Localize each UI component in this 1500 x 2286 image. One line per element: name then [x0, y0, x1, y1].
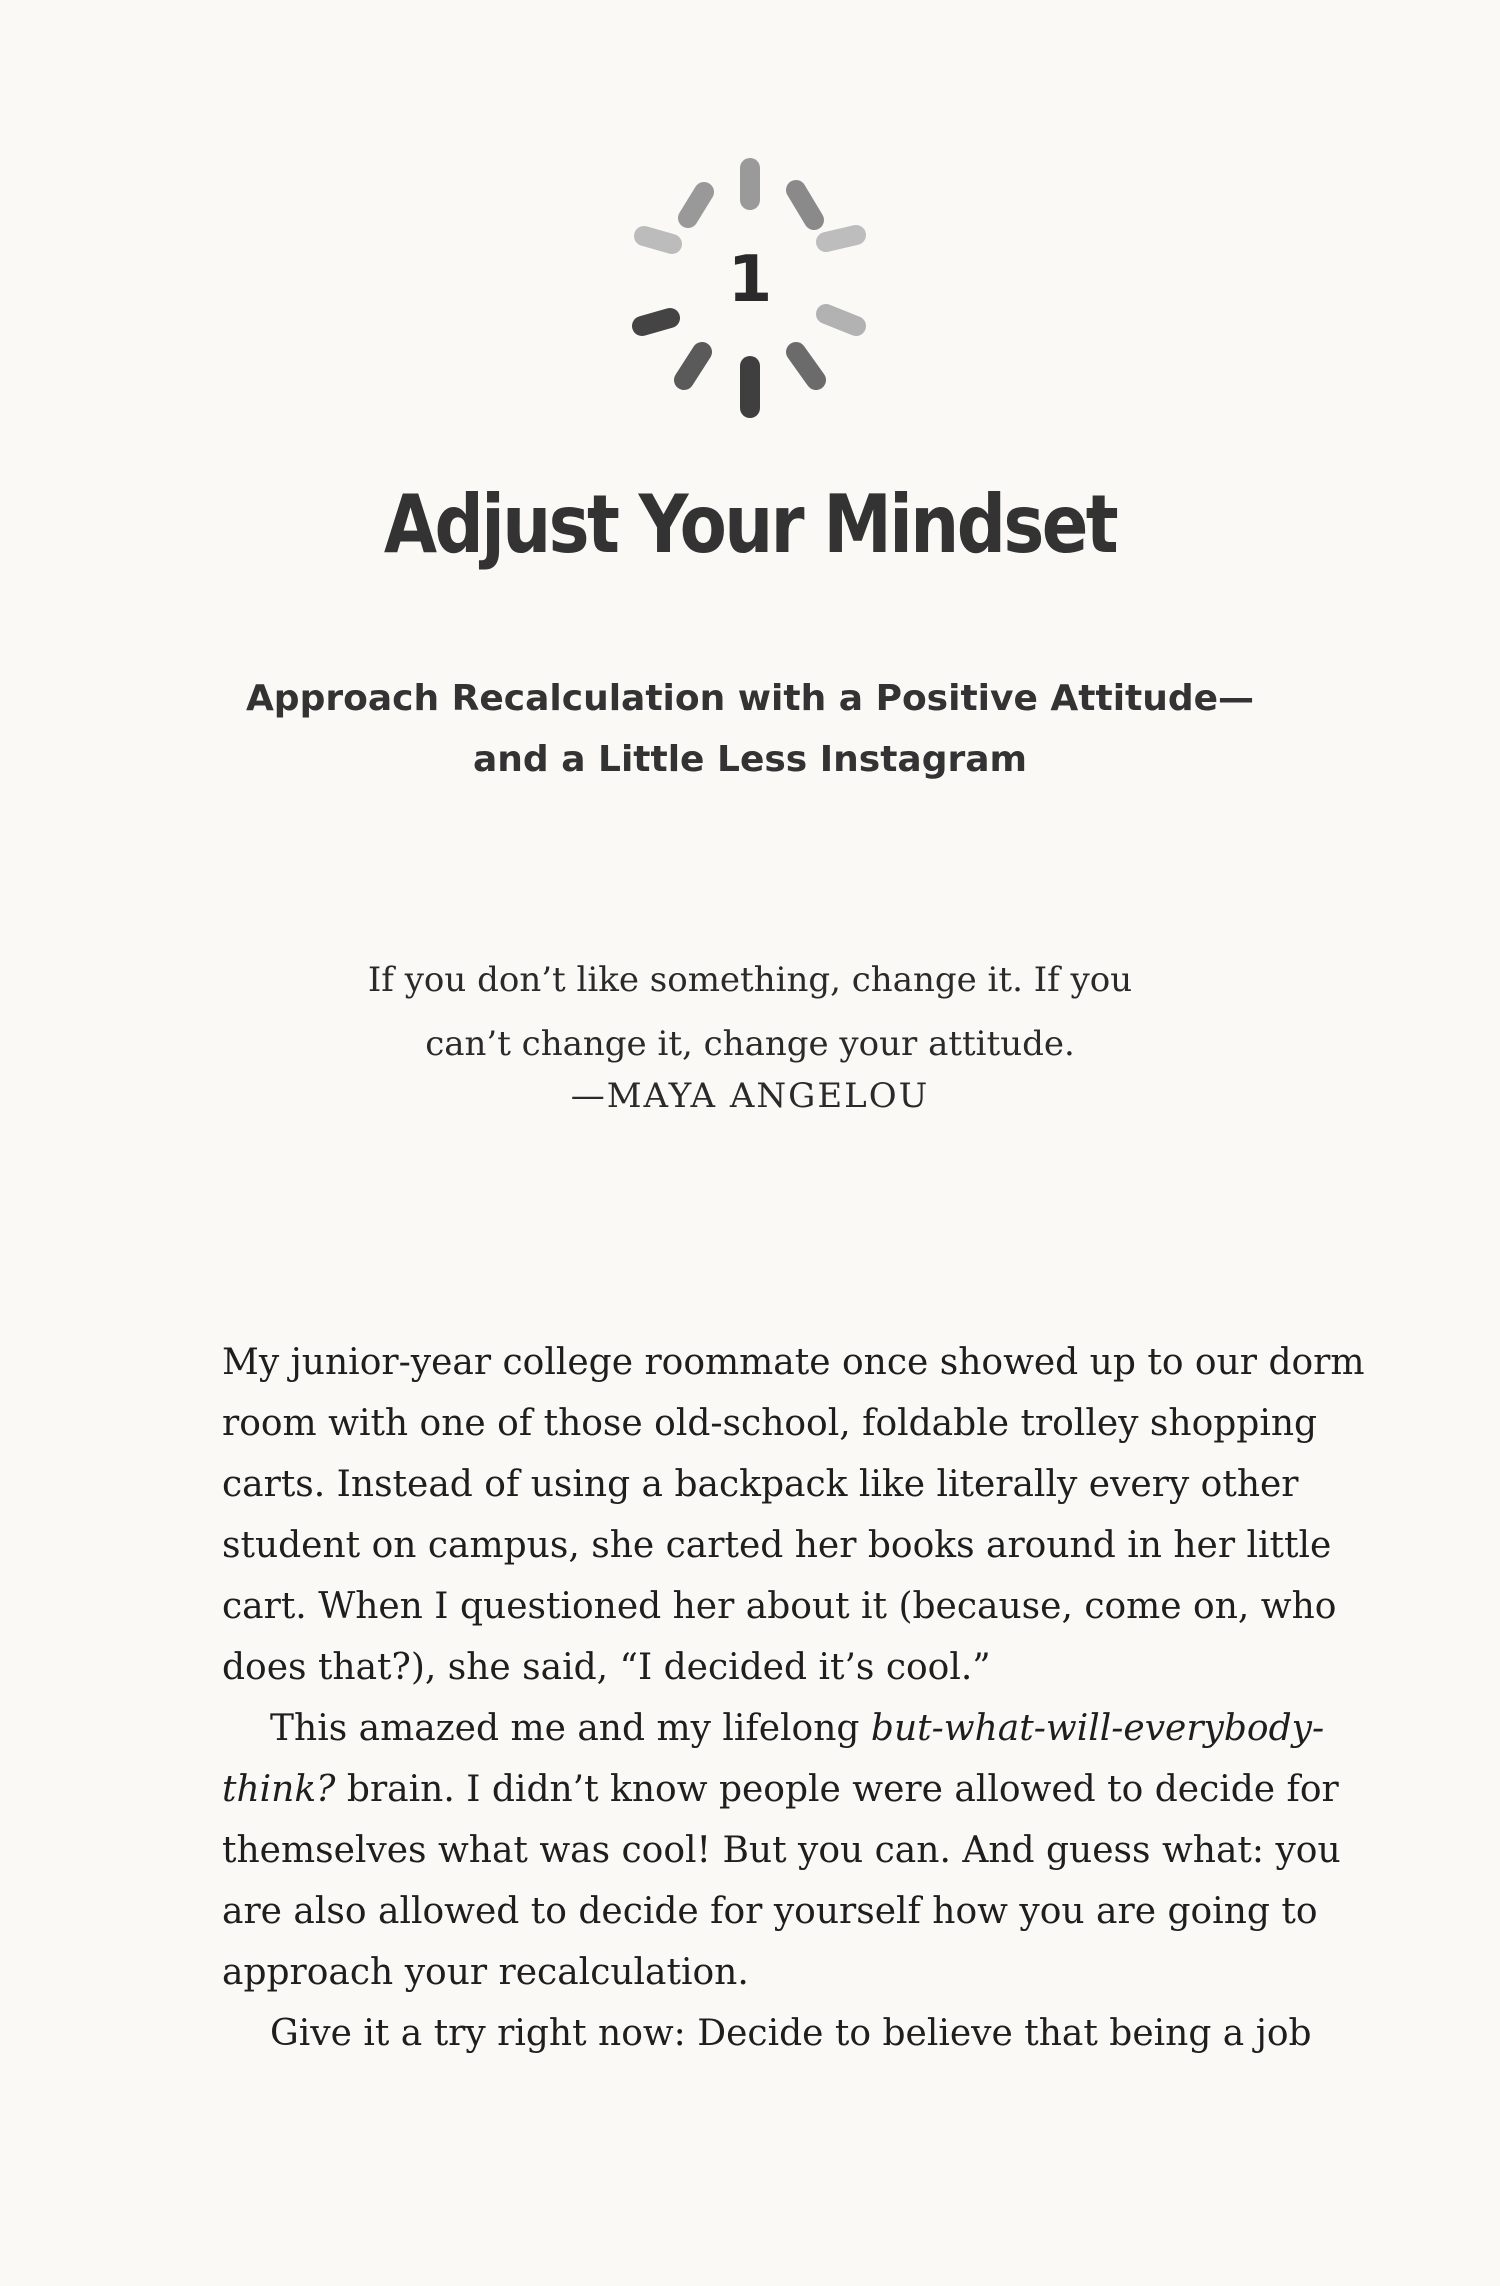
- text-line: does that?), she said, “I decided it’s cool.”: [222, 1647, 991, 1688]
- epigraph: [250, 948, 1250, 1128]
- chapter-title: Adjust Your Mindset: [383, 478, 1117, 571]
- text-line: cart. When I questioned her about it (because, come on, who: [222, 1586, 1337, 1627]
- text-line: approach your recalculation.: [222, 1952, 749, 1993]
- text-line: carts. Instead of using a backpack like literally every other: [222, 1464, 1299, 1505]
- text-run: This amazed me and my lifelong: [270, 1708, 871, 1749]
- paragraph-1: [222, 1332, 1365, 1698]
- epigraph-line: can’t change it, change your attitude.: [425, 1024, 1075, 1064]
- text-line: are also allowed to decide for yourself how you are going to: [222, 1891, 1318, 1932]
- body-text: [222, 1332, 1365, 2064]
- chapter-subtitle: [150, 668, 1350, 790]
- chapter-spinner: [630, 140, 870, 430]
- epigraph-line: If you don’t like something, change it. If you: [367, 960, 1133, 1000]
- subtitle-line: and a Little Less Instagram: [472, 739, 1028, 780]
- italic-run: think?: [222, 1769, 336, 1810]
- paragraph-3: [222, 2003, 1312, 2064]
- text-line: room with one of those old-school, foldable trolley shopping: [222, 1403, 1318, 1444]
- italic-run: but-what-will-everybody-: [870, 1708, 1325, 1749]
- epigraph-attribution: —MAYA ANGELOU: [570, 1076, 930, 1116]
- text-line: [222, 1759, 1339, 1820]
- chapter-number: 1: [727, 243, 773, 317]
- text-line: My junior-year college roommate once showed up to our dorm: [222, 1342, 1365, 1383]
- subtitle-line: Approach Recalculation with a Positive Attitude—: [245, 678, 1255, 719]
- paragraph-2: [222, 1698, 1341, 2003]
- text-line: [222, 1698, 1325, 1759]
- text-run: brain. I didn’t know people were allowed to decide for: [335, 1769, 1339, 1810]
- text-line: student on campus, she carted her books around in her little: [222, 1525, 1332, 1566]
- text-line: Give it a try right now: Decide to believe that being a job: [270, 2013, 1312, 2054]
- text-line: themselves what was cool! But you can. And guess what: you: [222, 1830, 1341, 1871]
